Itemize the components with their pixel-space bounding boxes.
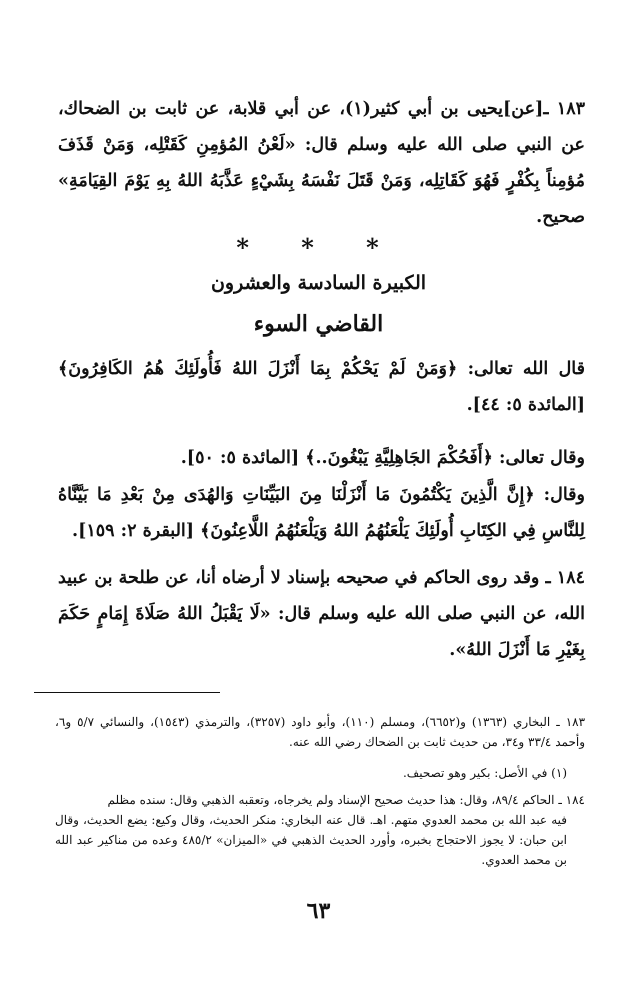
- footnote-184-continuation: فيه عبد الله بن محمد العدوي متهم. اهـ. قال عنه البخاري: منكر الحديث، وقال وكيع: يضع الحديث، وقال ابن حبان: لا يجوز الاحتجاج بخبره، وأورد الحديث الذهبي في «الميزان» ٤٨٥/٢ وعده من مناكير عبد الله بن محمد العدوي.: [55, 813, 568, 867]
- footnote-184: [55, 790, 585, 870]
- footnote-1: (١) في الأصل: بكير وهو تصحيف.: [402, 766, 567, 780]
- quran-quote-baqarah-159: وقال: ﴿إِنَّ الَّذِينَ يَكْتُمُونَ مَا أَنْزَلْنَا مِنَ البَيِّنَاتِ وَالهُدَى مِنْ بَعْدِ مَا بَيَّنَّاهُ لِلنَّاسِ فِي الكِتَابِ أُولَئِكَ يَلْعَنُهُمُ اللهُ وَيَلْعَنُهُمُ اللَّاعِنُونَ﴾ [البقرة ٢: ١٥٩].: [58, 485, 585, 541]
- hadith-184-paragraph: ١٨٤ ـ وقد روى الحاكم في صحيحه بإسناد لا أرضاه أنا، عن طلحة بن عبيد الله، عن النبي صلى الله عليه وسلم قال: «لَا يَقْبَلُ اللهُ صَلَاةَ إِمَامٍ حَكَمَ بِغَيْرِ مَا أَنْزَلَ اللهُ».: [58, 568, 585, 660]
- footnote-183: ١٨٣ ـ البخاري (١٣٦٣) و(٦٦٥٢)، ومسلم (١١٠)، وأبو داود (٣٢٥٧)، والترمذي (١٥٤٣)، والنسائي ٥/٧ و٦، وأحمد ٣٣/٤ و٣٤، من حديث ثابت بن الضحاك رضي الله عنه.: [55, 715, 586, 749]
- page-number: ٦٣: [306, 898, 331, 924]
- chapter-title: الكبيرة السادسة والعشرون: [210, 272, 427, 294]
- quran-quote-maidah-44: قال الله تعالى: ﴿وَمَنْ لَمْ يَحْكُمْ بِمَا أَنْزَلَ اللهُ فَأُولَئِكَ هُمُ الكَافِرُونَ﴾ [المائدة ٥: ٤٤].: [58, 359, 585, 415]
- chapter-subtitle: القاضي السوء: [253, 311, 384, 337]
- hadith-183-paragraph: ١٨٣ ـ[عن]يحيى بن أبي كثير(١)، عن أبي قلابة، عن ثابت بن الضحاك، عن النبي صلى الله عليه وسلم قال: «لَعْنُ المُؤمِنِ كَقَتْلِه، وَمَنْ قَذَفَ مُؤمِناً بِكُفْرٍ فَهُوَ كَقَاتِلِه، وَمَنْ قَتَلَ نَفْسَهُ بِشَيْءٍ عَذَّبَهُ اللهُ بِهِ يَوْمَ القِيَامَةِ» صحيح.: [58, 99, 585, 227]
- section-separator-stars: * * *: [236, 233, 401, 262]
- footnote-184-first-line: ١٨٤ ـ الحاكم ٨٩/٤، وقال: هذا حديث صحيح الإسناد ولم يخرجاه، وتعقبه الذهبي وقال: سنده مظلم: [107, 793, 585, 807]
- footnote-separator-line: [34, 692, 220, 693]
- quran-quote-maidah-50: وقال تعالى: ﴿أَفَحُكْمَ الجَاهِلِيَّةِ يَبْغُونَ..﴾ [المائدة ٥: ٥٠].: [180, 448, 585, 468]
